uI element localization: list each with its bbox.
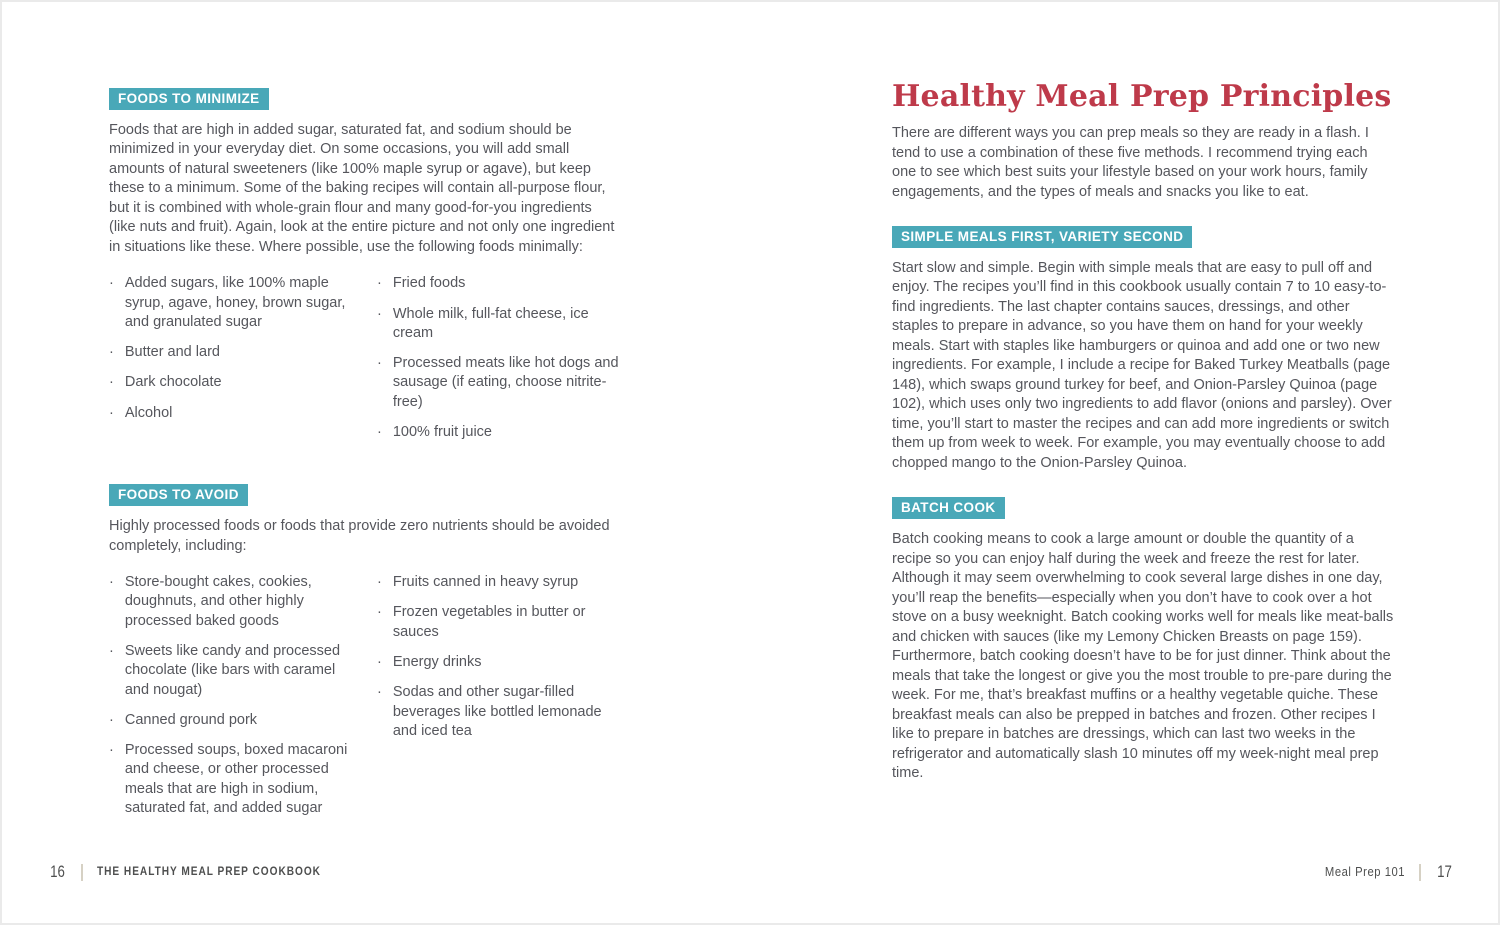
list-item-text: Whole milk, full-fat cheese, ice cream bbox=[392, 305, 589, 341]
list-item bbox=[377, 354, 623, 412]
list-item-text: Dark chocolate bbox=[124, 374, 222, 391]
list-item bbox=[109, 274, 361, 332]
book-title: THE HEALTHY MEAL PREP COOKBOOK bbox=[96, 866, 321, 878]
batch-cook-badge-wrap bbox=[892, 497, 1394, 519]
list-item-text: Butter and lard bbox=[124, 344, 220, 361]
list-item-text: Alcohol bbox=[124, 404, 173, 421]
bullet-icon: · bbox=[377, 604, 382, 621]
bullet-icon: · bbox=[109, 374, 114, 391]
bullet-icon: · bbox=[377, 275, 382, 292]
bullet-icon: · bbox=[377, 424, 382, 441]
bullet-icon: · bbox=[109, 404, 114, 421]
list-item-text: Processed soups, boxed macaroni and cheese, or other processed meals that are high in sodium, saturated fat, and added sugar bbox=[124, 742, 348, 816]
bullet-icon: · bbox=[377, 355, 382, 372]
right-page-footer bbox=[1316, 862, 1454, 882]
list-item bbox=[377, 305, 623, 344]
simple-meals-paragraph: Start slow and simple. Begin with simple meals that are easy to pull off and enjoy. The recipes you’ll find in this cookbook usually contain 7 to 10 easy-to-find ingredients. The last chapter contains sauces, dressings, and other staples to prepare in advance, so you have them on hand for your weekly meals. Start with staples like hamburgers or quinoa and add one or two new ingredients. For example, I include a recipe for Baked Turkey Meatballs (page 148), which swaps ground turkey for beef, and Onion-Parsley Quinoa (page 102), which uses only two ingredients to add flavor (onions and parsley). Over time, you’ll start to master the recipes and can add more ingredients or switch them up from week to week. For example, you may eventually choose to add chopped mango to the Onion-Parsley Quinoa. bbox=[892, 259, 1392, 471]
list-item-text: Sweets like candy and processed chocolate (like bars with caramel and nougat) bbox=[124, 643, 341, 698]
list-item-text: Processed meats like hot dogs and sausage (if eating, choose nitrite-free) bbox=[392, 355, 619, 410]
footer-divider bbox=[81, 864, 83, 881]
bullet-icon: · bbox=[109, 344, 114, 361]
left-page-number: 16 bbox=[50, 862, 65, 881]
foods-to-avoid-badge: FOODS TO AVOID bbox=[109, 484, 248, 506]
minimize-lists bbox=[109, 274, 619, 453]
list-item-text: Frozen vegetables in butter or sauces bbox=[392, 604, 586, 640]
minimize-list-column-1 bbox=[109, 274, 361, 453]
list-item bbox=[377, 423, 623, 442]
list-item-text: Sodas and other sugar-filled beverages like bottled lemonade and iced tea bbox=[392, 684, 602, 739]
foods-to-minimize-badge: FOODS TO MINIMIZE bbox=[109, 88, 269, 110]
avoid-lists bbox=[109, 573, 616, 829]
list-item bbox=[109, 711, 361, 730]
list-item bbox=[377, 683, 623, 741]
footer-divider bbox=[1419, 864, 1421, 881]
list-item-text: Canned ground pork bbox=[124, 711, 258, 728]
list-item bbox=[109, 373, 361, 392]
bullet-icon: · bbox=[109, 275, 114, 292]
list-item-text: Energy drinks bbox=[392, 654, 482, 670]
right-page-number: 17 bbox=[1437, 862, 1452, 881]
minimize-intro-paragraph: Foods that are high in added sugar, saturated fat, and sodium should be minimized in your everyday diet. On some occasions, you will add small amounts of natural sweeteners (like 100% maple syrup or agave), but keep these to a minimum. Some of the baking recipes will contain all-purpose flour, but it is combined with whole-grain flour and many good-for-you ingredients (like nuts and fruit). Again, look at the entire picture and not only one ingredient in situations like these. Where possible, use the following foods minimally: bbox=[109, 121, 615, 255]
list-item bbox=[109, 741, 361, 818]
avoid-list-column-1 bbox=[109, 573, 361, 829]
principles-intro-paragraph: There are different ways you can prep meals so they are ready in a flash. I tend to use a combination of these five methods. I recommend trying each one to see which best suits your lifestyle based on your work hours, family engagements, and the types of meals and snacks you like to eat. bbox=[892, 125, 1369, 200]
simple-meals-badge-wrap bbox=[892, 226, 1394, 248]
list-item bbox=[377, 603, 623, 642]
right-page bbox=[892, 80, 1394, 784]
page-title: Healthy Meal Prep Principles bbox=[892, 79, 1392, 114]
avoid-intro-paragraph: Highly processed foods or foods that provide zero nutrients should be avoided completely, including: bbox=[109, 518, 610, 554]
bullet-icon: · bbox=[377, 574, 382, 591]
chapter-label: Meal Prep 101 bbox=[1324, 865, 1406, 879]
batch-cook-badge: BATCH COOK bbox=[892, 497, 1005, 519]
list-item bbox=[109, 343, 361, 362]
bullet-icon: · bbox=[377, 654, 382, 670]
list-item-text: Added sugars, like 100% maple syrup, agave, honey, brown sugar, and granulated sugar bbox=[124, 275, 346, 330]
avoid-badge-wrap bbox=[109, 484, 616, 506]
list-item bbox=[377, 653, 623, 672]
list-item bbox=[109, 642, 361, 700]
list-item-text: Fruits canned in heavy syrup bbox=[392, 574, 579, 591]
list-item-text: Store-bought cakes, cookies, doughnuts, and other highly processed baked goods bbox=[124, 574, 312, 629]
bullet-icon: · bbox=[109, 643, 114, 659]
list-item bbox=[377, 573, 623, 592]
avoid-list-column-2 bbox=[377, 573, 623, 829]
bullet-icon: · bbox=[109, 711, 114, 728]
list-item-text: 100% fruit juice bbox=[392, 424, 492, 441]
bullet-icon: · bbox=[377, 684, 382, 701]
minimize-list-column-2 bbox=[377, 274, 623, 453]
list-item bbox=[109, 404, 361, 423]
simple-meals-badge: SIMPLE MEALS FIRST, VARIETY SECOND bbox=[892, 226, 1192, 248]
list-item bbox=[377, 274, 623, 293]
left-page bbox=[109, 88, 619, 829]
bullet-icon: · bbox=[109, 742, 114, 759]
left-page-footer bbox=[48, 862, 351, 882]
list-item bbox=[109, 573, 361, 631]
bullet-icon: · bbox=[109, 574, 114, 591]
bullet-icon: · bbox=[377, 305, 382, 322]
batch-cook-paragraph: Batch cooking means to cook a large amount or double the quantity of a recipe so you can enjoy half during the week and freeze the rest for later. Although it may seem overwhelming to cook several large dishes in one day, you’ll reap the benefits—especially when you don’t have to cook over a hot stove on a busy weeknight. Batch cooking works well for meals like meat-balls and chicken with sauces (like my Lemony Chicken Breasts on page 159). Furthermore, batch cooking doesn’t have to be for just dinner. Think about the meals that take the longest or give you the most trouble to pre-pare during the week. For me, that’s breakfast muffins or a healthy vegetable quiche. These breakfast meals can also be prepped in batches and frozen. Other recipes I like to prepare in batches are dressings, which can last two weeks in the refrigerator and automatically slash 10 minutes off my week-night meal prep time. bbox=[892, 531, 1394, 782]
list-item-text: Fried foods bbox=[392, 275, 466, 292]
